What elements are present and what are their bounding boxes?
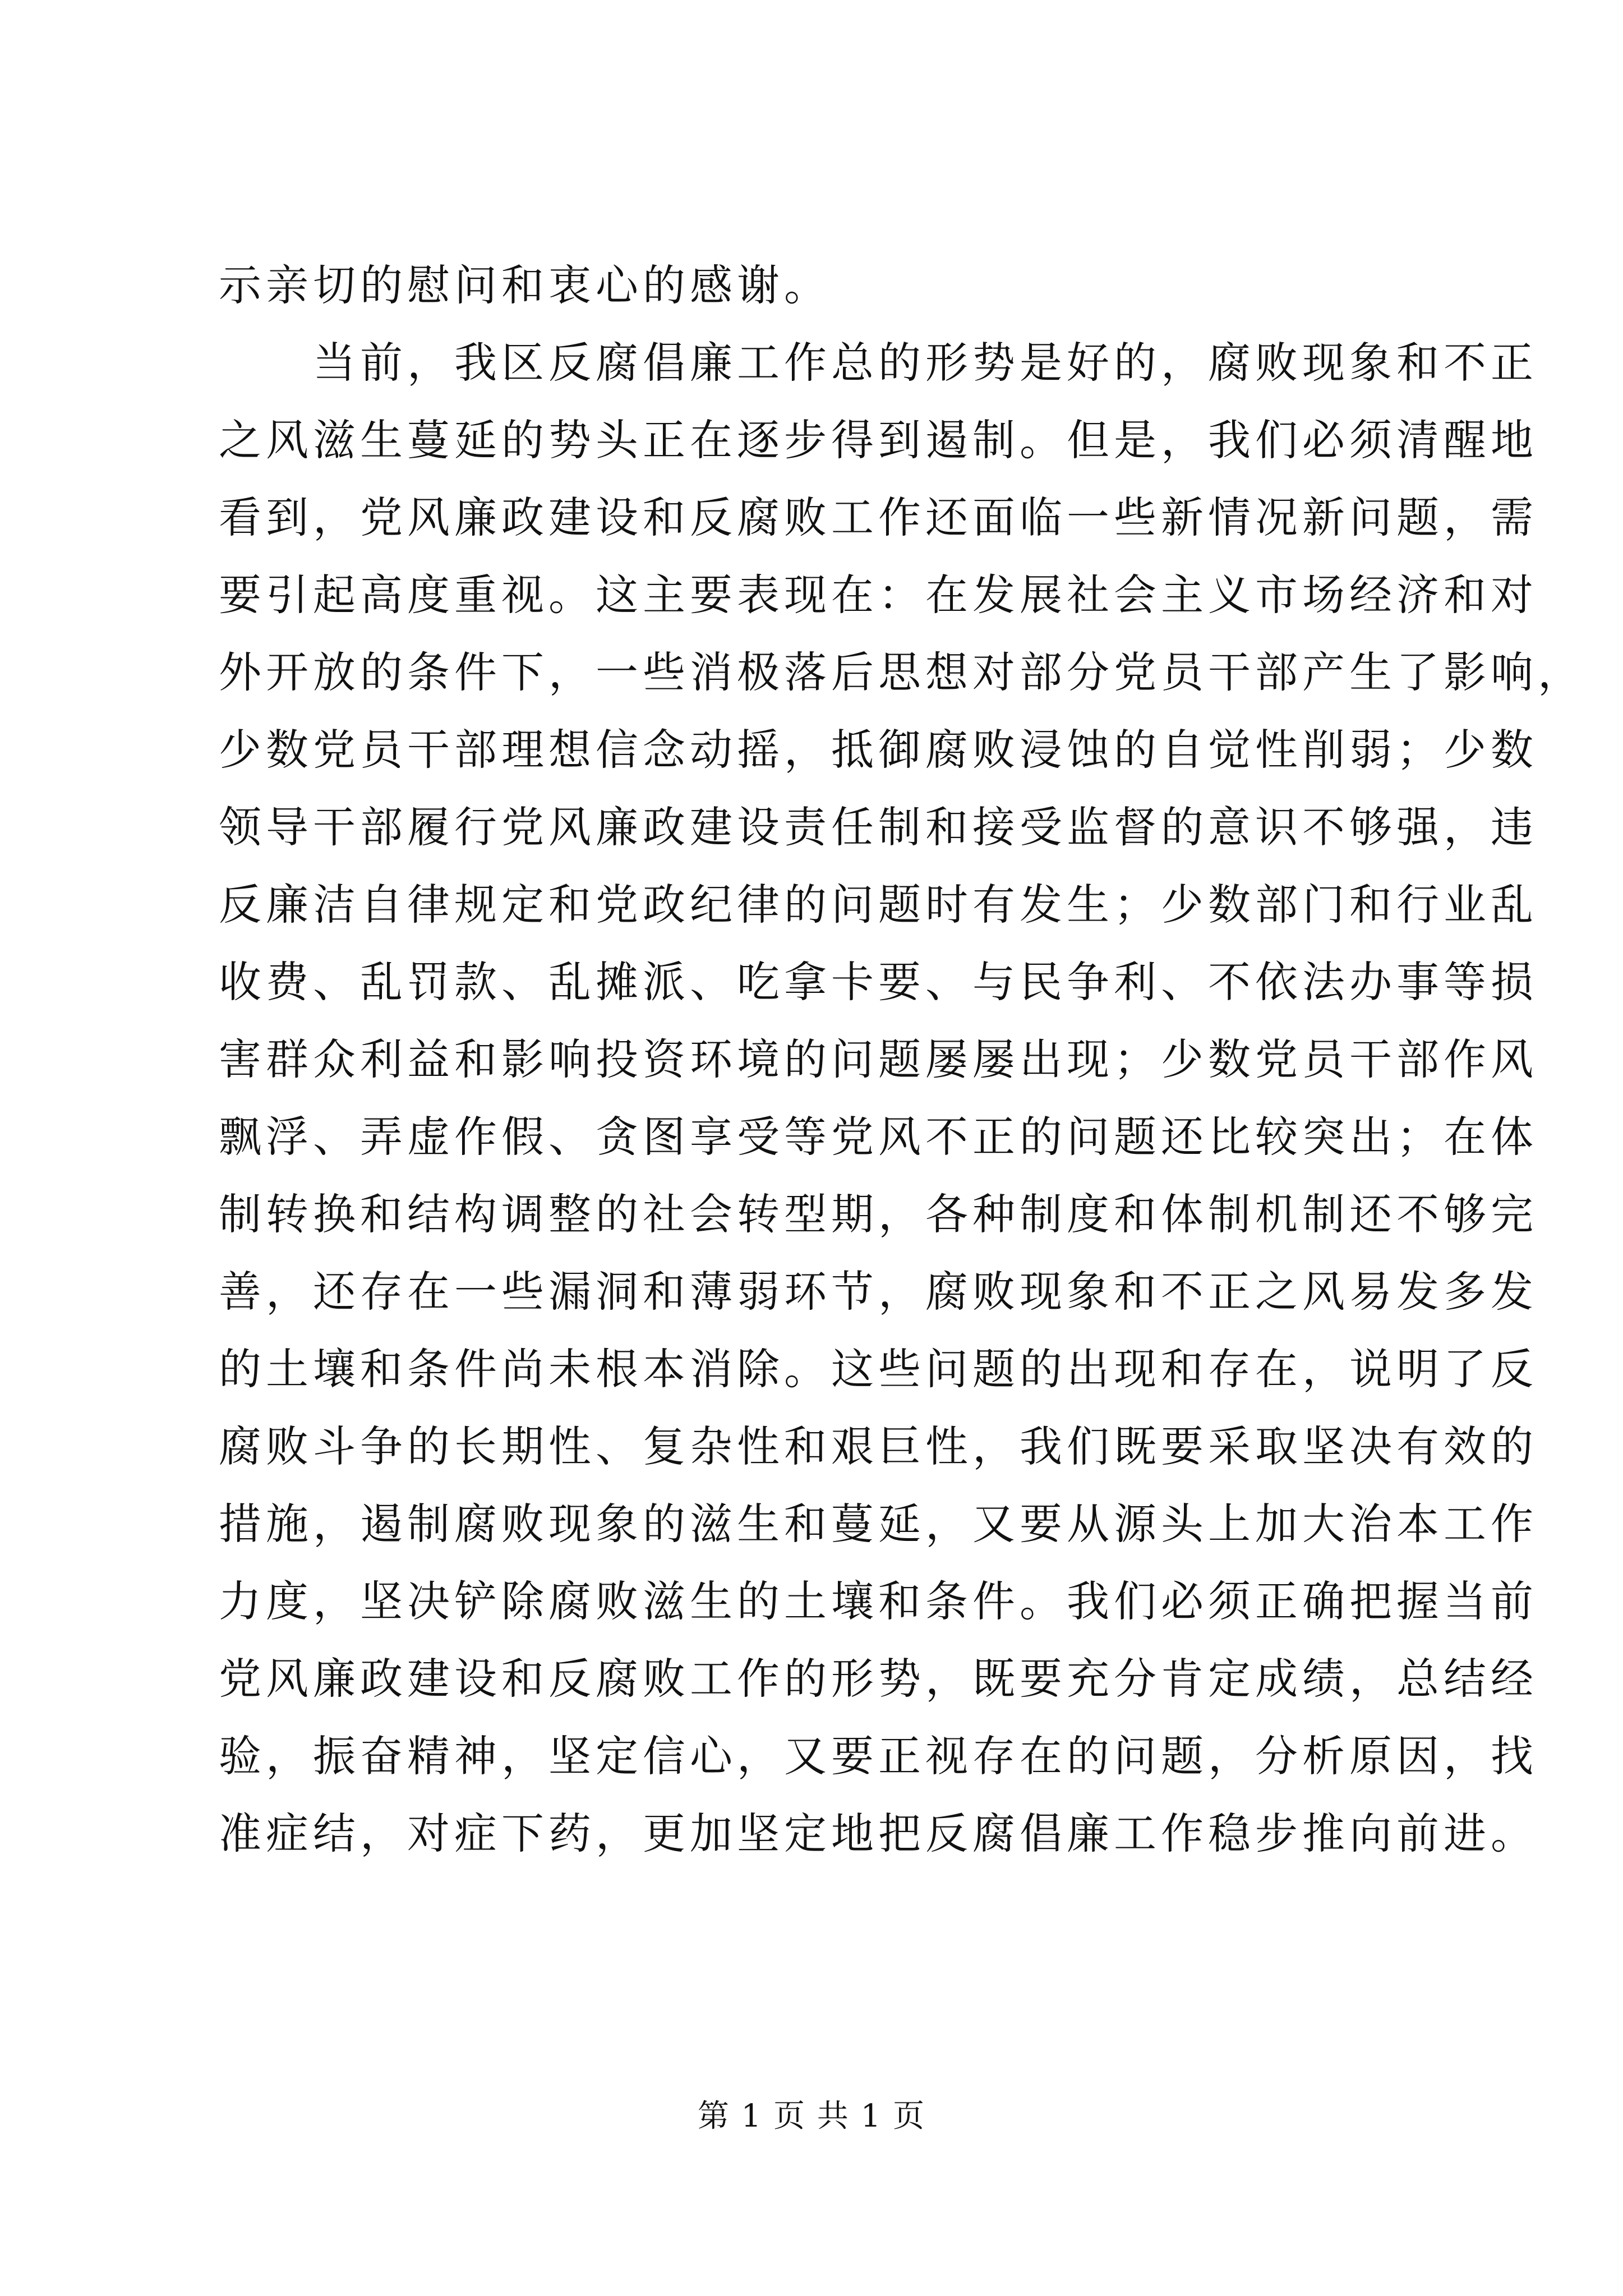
text-line: 收费、乱罚款、乱摊派、吃拿卡要、与民争利、不依法办事等损: [219, 957, 1538, 1007]
text-line: 害群众利益和影响投资环境的问题屡屡出现；少数党员干部作风: [219, 1034, 1538, 1084]
text-line: 外开放的条件下，一些消极落后思想对部分党员干部产生了影响，: [219, 647, 1585, 697]
body-text: [219, 247, 1585, 1872]
text-line: 示亲切的慰问和衷心的感谢。: [219, 260, 831, 310]
text-line: 看到，党风廉政建设和反腐败工作还面临一些新情况新问题，需: [219, 493, 1538, 542]
text-line: 验，振奋精神，坚定信心，又要正视存在的问题，分析原因，找: [219, 1731, 1538, 1781]
text-line: 制转换和结构调整的社会转型期，各种制度和体制机制还不够完: [219, 1189, 1538, 1239]
text-line: 领导干部履行党风廉政建设责任制和接受监督的意识不够强，违: [219, 802, 1538, 852]
text-line: 的土壤和条件尚未根本消除。这些问题的出现和存在，说明了反: [219, 1344, 1538, 1394]
page-number-footer: 第 1 页 共 1 页: [697, 2098, 926, 2134]
text-line: 准症结，对症下药，更加坚定地把反腐倡廉工作稳步推向前进。: [219, 1809, 1538, 1858]
text-line: 措施，遏制腐败现象的滋生和蔓延，又要从源头上加大治本工作: [219, 1499, 1538, 1549]
text-line: 少数党员干部理想信念动摇，抵御腐败浸蚀的自觉性削弱；少数: [219, 725, 1538, 775]
text-line: 当前，我区反腐倡廉工作总的形势是好的，腐败现象和不正: [219, 338, 1538, 388]
text-line: 反廉洁自律规定和党政纪律的问题时有发生；少数部门和行业乱: [219, 880, 1538, 930]
text-line: 之风滋生蔓延的势头正在逐步得到遏制。但是，我们必须清醒地: [219, 415, 1538, 465]
text-line: 要引起高度重视。这主要表现在：在发展社会主义市场经济和对: [219, 570, 1538, 620]
text-line: 党风廉政建设和反腐败工作的形势，既要充分肯定成绩，总结经: [219, 1654, 1538, 1704]
text-line: 飘浮、弄虚作假、贪图享受等党风不正的问题还比较突出；在体: [219, 1112, 1538, 1162]
text-line: 腐败斗争的长期性、复杂性和艰巨性，我们既要采取坚决有效的: [219, 1421, 1538, 1471]
text-line: 善，还存在一些漏洞和薄弱环节，腐败现象和不正之风易发多发: [219, 1267, 1538, 1317]
text-line: 力度，坚决铲除腐败滋生的土壤和条件。我们必须正确把握当前: [219, 1576, 1538, 1626]
